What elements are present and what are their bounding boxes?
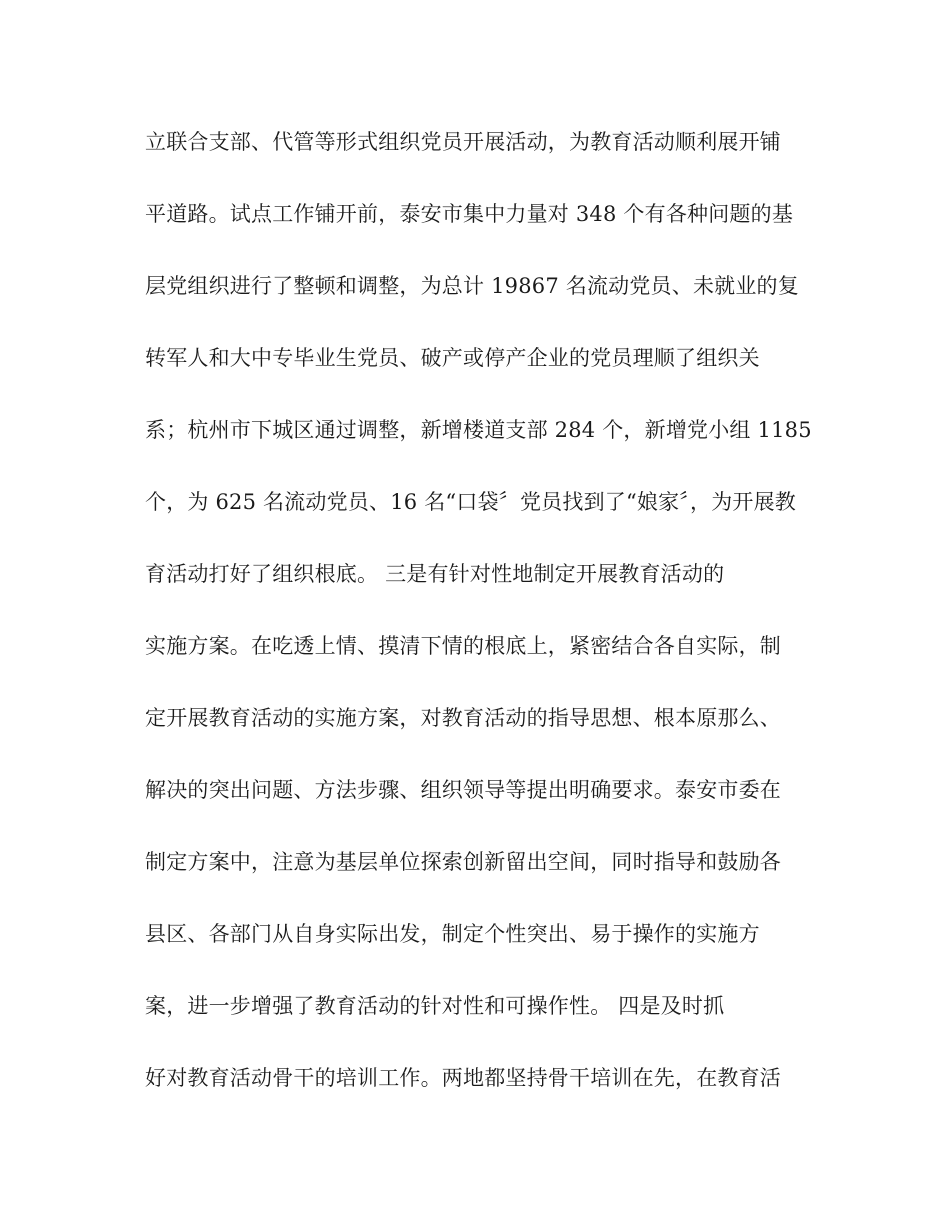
paragraph-line: 个，为 625 名流动党员、16 名“口袋〞党员找到了“娘家〞，为开展教 [145, 490, 796, 514]
paragraph-line: 系；杭州市下城区通过调整，新增楼道支部 284 个，新增党小组 1185 [145, 418, 812, 442]
paragraph-line: 好对教育活动骨干的培训工作。两地都坚持骨干培训在先，在教育活 [145, 1066, 781, 1090]
paragraph-line: 定开展教育活动的实施方案，对教育活动的指导思想、根本原那么、 [145, 706, 781, 730]
paragraph-line: 实施方案。在吃透上情、摸清下情的根底上，紧密结合各自实际，制 [145, 634, 781, 658]
paragraph-line: 县区、各部门从自身实际出发，制定个性突出、易于操作的实施方 [145, 922, 760, 946]
paragraph-line: 平道路。试点工作铺开前，泰安市集中力量对 348 个有各种问题的基 [145, 202, 794, 226]
paragraph-line: 立联合支部、代管等形式组织党员开展活动，为教育活动顺利展开铺 [145, 130, 781, 154]
paragraph-line: 层党组织进行了整顿和调整，为总计 19867 名流动党员、未就业的复 [145, 274, 799, 298]
paragraph-line: 育活动打好了组织根底。 三是有针对性地制定开展教育活动的 [145, 562, 725, 586]
paragraph-line: 制定方案中，注意为基层单位探索创新留出空间，同时指导和鼓励各 [145, 850, 781, 874]
paragraph-line: 解决的突出问题、方法步骤、组织领导等提出明确要求。泰安市委在 [145, 778, 781, 802]
paragraph-line: 转军人和大中专毕业生党员、破产或停产企业的党员理顺了组织关 [145, 346, 760, 370]
paragraph-line: 案，进一步增强了教育活动的针对性和可操作性。 四是及时抓 [145, 994, 725, 1018]
